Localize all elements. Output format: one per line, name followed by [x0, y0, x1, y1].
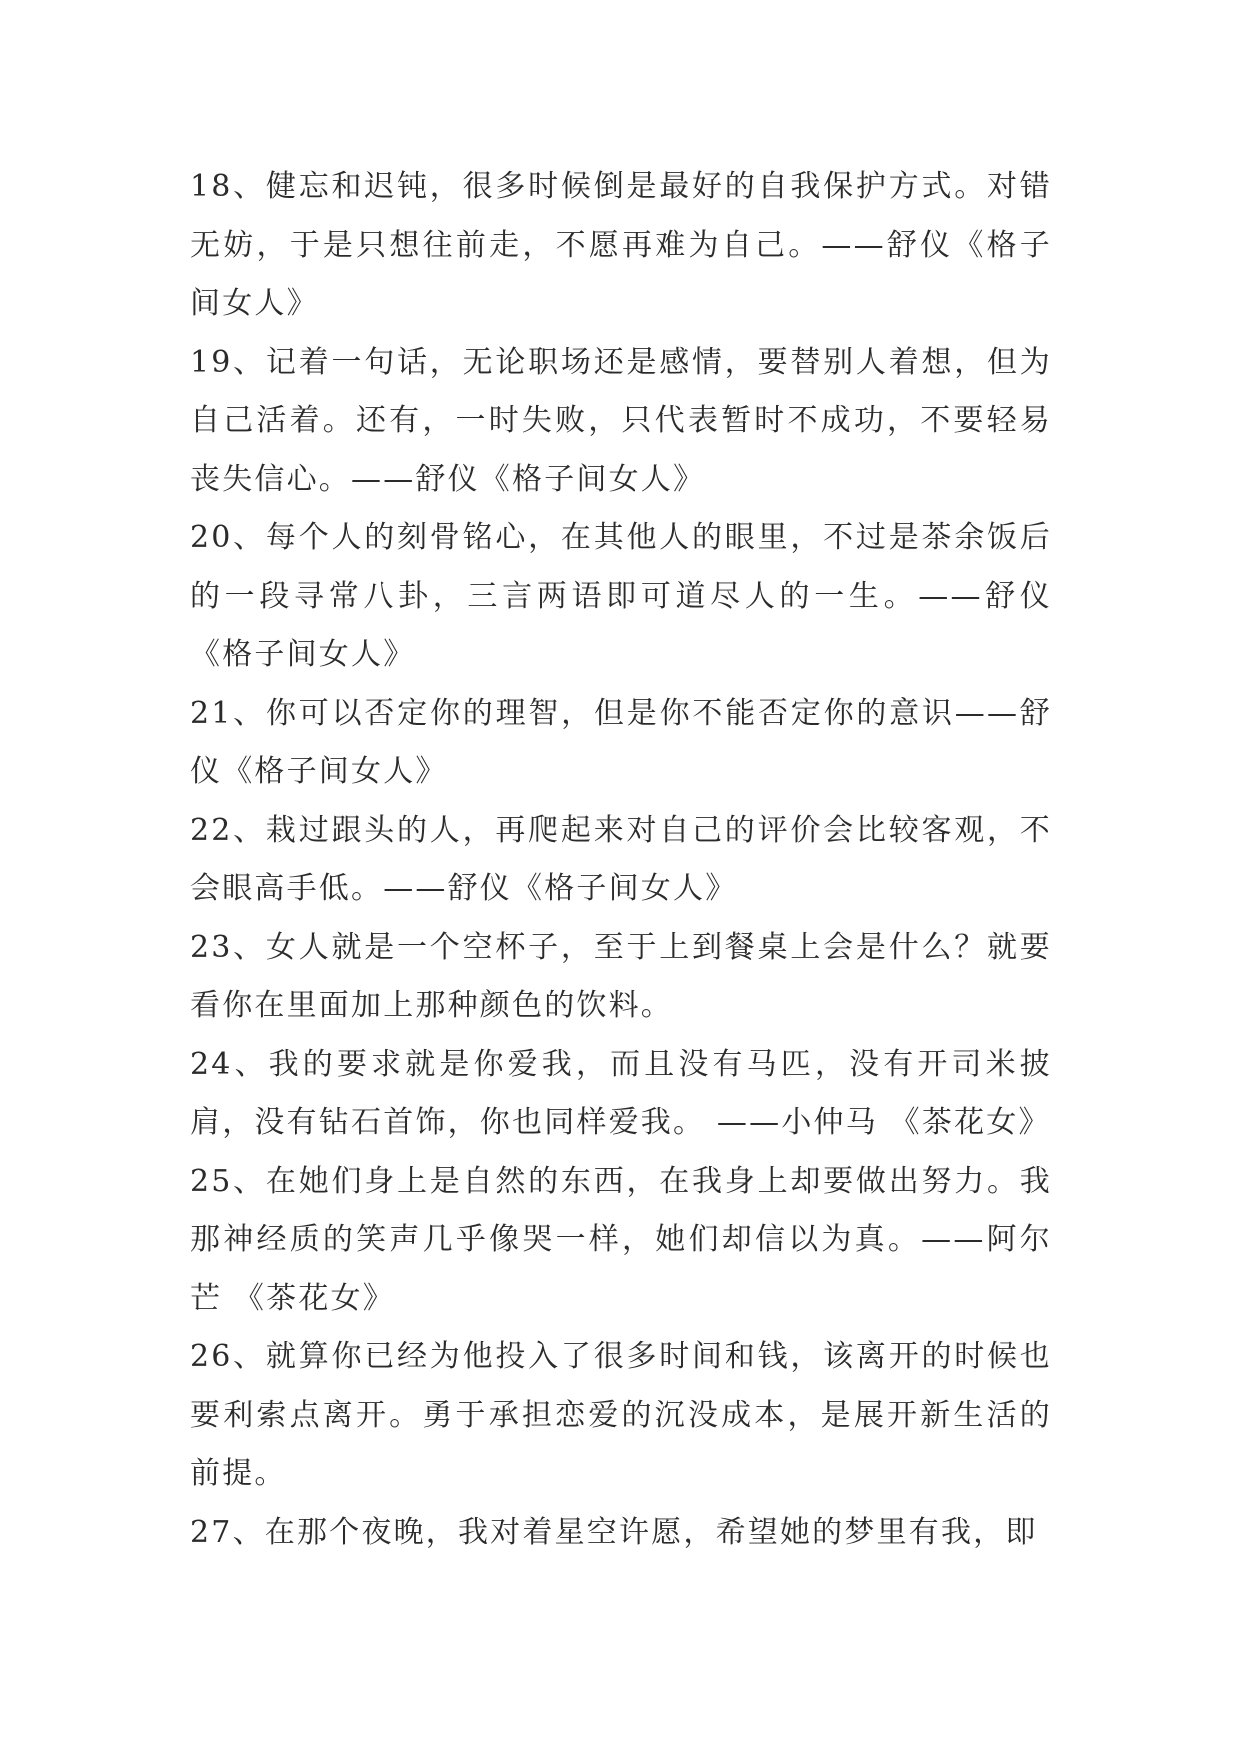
quote-entry-25: 25、在她们身上是自然的东西，在我身上却要做出努力。我那神经质的笑声几乎像哭一样，她们却信以为真。——阿尔芒 《茶花女》	[190, 1163, 1052, 1316]
quote-entry-18: 18、健忘和迟钝，很多时候倒是最好的自我保护方式。对错无妨，于是只想往前走，不愿再难为自己。——舒仪《格子间女人》	[190, 169, 1052, 321]
quote-entry-19: 19、记着一句话，无论职场还是感情，要替别人着想，但为自己活着。还有，一时失败，只代表暂时不成功，不要轻易丧失信心。——舒仪《格子间女人》	[190, 344, 1052, 497]
quote-entry-23: 23、女人就是一个空杯子，至于上到餐桌上会是什么？就要看你在里面加上那种颜色的饮料。	[190, 929, 1052, 1023]
quote-entry-26: 26、就算你已经为他投入了很多时间和钱，该离开的时候也要利索点离开。勇于承担恋爱的沉没成本，是展开新生活的前提。	[190, 1339, 1052, 1491]
quote-entry-20: 20、每个人的刻骨铭心，在其他人的眼里，不过是茶余饭后的一段寻常八卦，三言两语即可道尽人的一生。——舒仪《格子间女人》	[190, 520, 1052, 672]
quote-entry-24: 24、我的要求就是你爱我，而且没有马匹，没有开司米披肩，没有钻石首饰，你也同样爱我。 ——小仲马 《茶花女》	[190, 1046, 1052, 1140]
quote-entry-22: 22、栽过跟头的人，再爬起来对自己的评价会比较客观，不会眼高手低。——舒仪《格子间女人》	[190, 812, 1052, 906]
quote-entry-27: 27、在那个夜晚，我对着星空许愿，希望她的梦里有我，即	[190, 1514, 1038, 1550]
quote-entry-21: 21、你可以否定你的理智，但是你不能否定你的意识——舒仪《格子间女人》	[190, 695, 1052, 789]
quote-list	[190, 158, 1052, 1562]
